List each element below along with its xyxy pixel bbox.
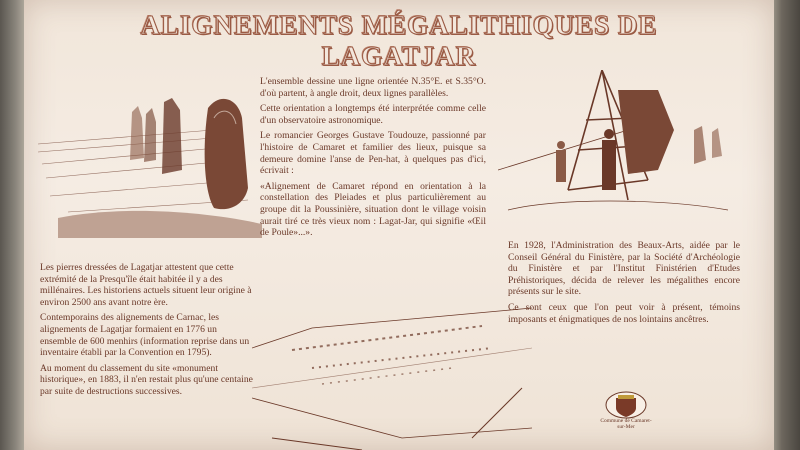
stone-wall-left <box>0 0 26 450</box>
middle-paragraph: «Alignement de Camaret répond en orientation à la constellation des Pleiades et plus particulièrement au groupe dit la Poussinière, situation dont le village voisin aurait tiré ce très vieux nom : Lagat-Jar, qui signifie «Œil de Poule»...». <box>260 180 486 239</box>
commune-crest-logo <box>604 390 648 420</box>
aerial-view-illustration <box>252 288 532 450</box>
menhir-raising-illustration <box>498 70 728 220</box>
left-paragraph: Contemporains des alignements de Carnac, les alignements de Lagatjar formaient en 1776 un ensemble de 600 menhirs (information reprise dans un inventaire établi par la Convention en 1795). <box>40 312 250 359</box>
middle-text-column <box>260 76 486 243</box>
panel-title: ALIGNEMENTS MÉGALITHIQUES DE LAGATJAR <box>140 10 658 71</box>
menhir-alignment-illustration <box>38 88 268 258</box>
middle-paragraph: Cette orientation a longtemps été interprétée comme celle d'un observatoire astronomique. <box>260 103 486 126</box>
stone-wall-right <box>774 0 800 450</box>
middle-paragraph: L'ensemble dessine une ligne orientée N.35°E. et S.35°O. d'où partent, à angle droit, deux lignes parallèles. <box>260 76 486 99</box>
right-text-column <box>508 240 740 329</box>
information-panel <box>24 0 774 450</box>
right-paragraph: En 1928, l'Administration des Beaux-Arts, aidée par le Conseil Général du Finistère, par la Société d'Archéologie du Finistère et par l'Institut Finistérien d'Etudes Préhistoriques, décida de relever les mégalithes encore présents sur le site. <box>508 240 740 298</box>
left-paragraph: Au moment du classement du site «monument historique», en 1883, il n'en restait plus qu'une centaine par suite de destructions successives. <box>40 362 253 397</box>
commune-label: Commune de Camaret-sur-Mer <box>600 418 652 430</box>
left-text-column <box>40 262 254 402</box>
left-paragraph: Les pierres dressées de Lagatjar attestent que cette extrémité de la Presqu'île était habitée il y a des millénaires. Les historiens actuels situent leur origine à environ 2500 ans avant notre ère. <box>40 262 252 308</box>
right-paragraph: Ce sont ceux que l'on peut voir à présent, témoins imposants et énigmatiques de nos lointains ancêtres. <box>508 301 740 325</box>
middle-paragraph: Le romancier Georges Gustave Toudouze, passionné par l'histoire de Camaret et familier des lieux, puisque sa demeure domine l'anse de Pen-hat, à quelques pas d'ici, écrivait : <box>260 130 486 177</box>
